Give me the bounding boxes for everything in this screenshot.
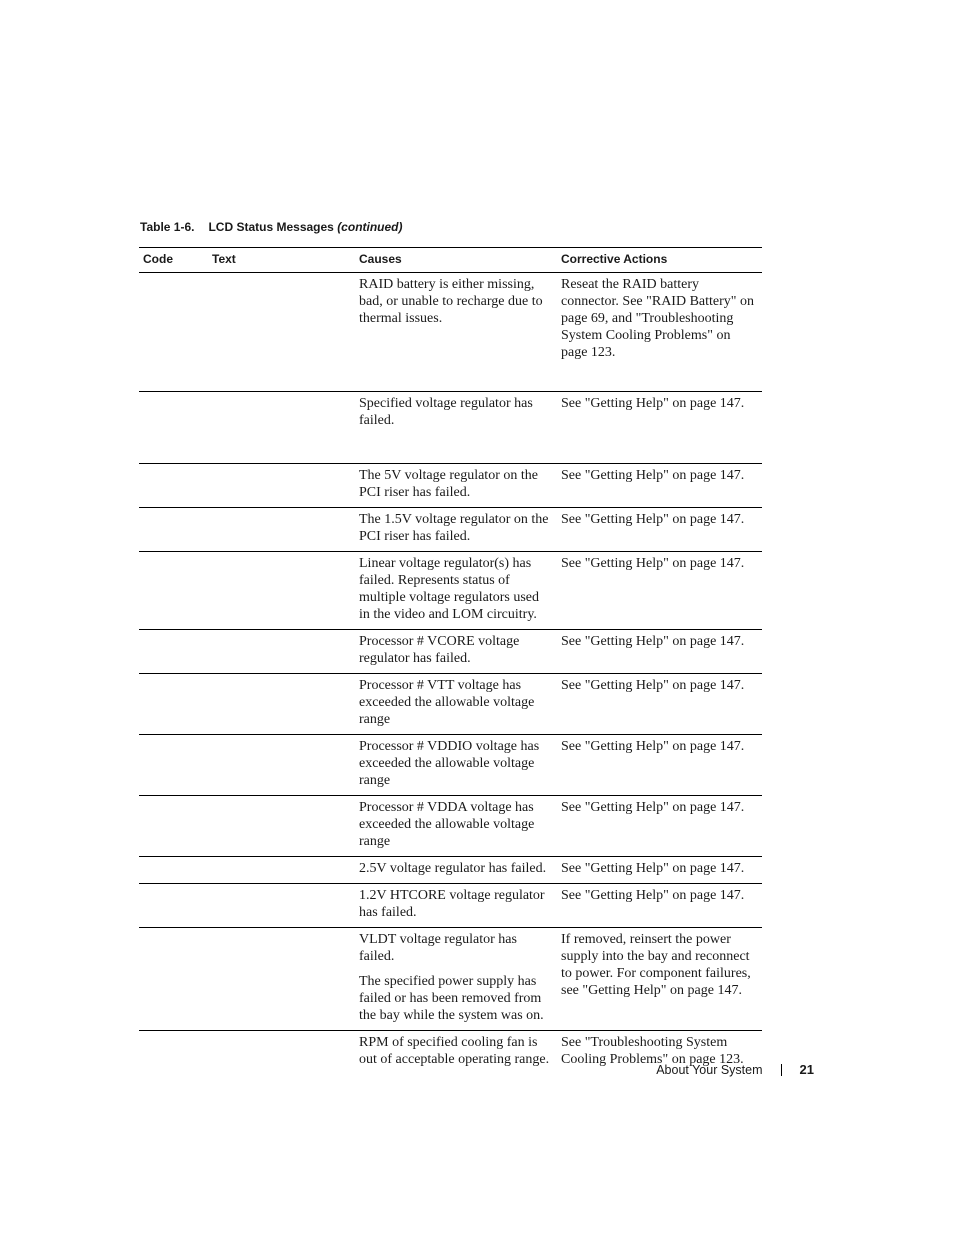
- cell-code: [139, 464, 208, 508]
- table-row: [139, 735, 762, 796]
- cell-causes: [355, 884, 557, 928]
- cause-text: Processor # VDDIO voltage has exceeded the allowable voltage range: [359, 739, 540, 788]
- cell-text: [208, 884, 355, 928]
- cell-text: [208, 552, 355, 630]
- cause-text: VLDT voltage regulator has failed.: [359, 932, 517, 964]
- table-row: [139, 857, 762, 884]
- cell-code: [139, 674, 208, 735]
- cause-text: RPM of specified cooling fan is out of acceptable operating range.: [359, 1035, 550, 1067]
- table-header-row: [139, 248, 762, 273]
- cell-causes: [355, 630, 557, 674]
- cell-text: [208, 928, 355, 1031]
- cause-text: Processor # VDDA voltage has exceeded the allowable voltage range: [359, 800, 535, 849]
- cause-text: The 5V voltage regulator on the PCI riser has failed.: [359, 468, 538, 500]
- cell-text: [208, 857, 355, 884]
- lcd-status-table: [139, 247, 762, 1074]
- cell-text: [208, 674, 355, 735]
- table-body: [139, 273, 762, 1075]
- cell-text: [208, 273, 355, 392]
- cell-causes: [355, 464, 557, 508]
- cell-corrective-action: See "Getting Help" on page 147.: [557, 508, 762, 552]
- cell-corrective-action: See "Getting Help" on page 147.: [557, 735, 762, 796]
- cell-corrective-action: See "Getting Help" on page 147.: [557, 884, 762, 928]
- cause-text: The specified power supply has failed or has been removed from the bay while the system was on.: [359, 974, 544, 1023]
- table-row: [139, 392, 762, 464]
- cause-text: 1.2V HTCORE voltage regulator has failed.: [359, 888, 545, 920]
- cell-causes: [355, 796, 557, 857]
- cell-causes: [355, 928, 557, 1031]
- cell-causes: [355, 674, 557, 735]
- cell-corrective-action: See "Getting Help" on page 147.: [557, 630, 762, 674]
- cell-code: [139, 884, 208, 928]
- cell-code: [139, 273, 208, 392]
- table-row: [139, 508, 762, 552]
- table-row: [139, 884, 762, 928]
- table-row: [139, 464, 762, 508]
- cell-text: [208, 392, 355, 464]
- header-code: Code: [139, 248, 208, 273]
- cell-causes: [355, 857, 557, 884]
- cell-code: [139, 630, 208, 674]
- cell-corrective-action: Reseat the RAID battery connector. See "RAID Battery" on page 69, and "Troubleshooting System Cooling Problems" on page 123.: [557, 273, 762, 392]
- page-number: 21: [799, 1062, 814, 1077]
- cell-code: [139, 928, 208, 1031]
- cause-text: Specified voltage regulator has failed.: [359, 396, 533, 428]
- cell-text: [208, 630, 355, 674]
- cell-corrective-action: See "Getting Help" on page 147.: [557, 464, 762, 508]
- cell-corrective-action: See "Getting Help" on page 147.: [557, 674, 762, 735]
- cause-text: RAID battery is either missing, bad, or unable to recharge due to thermal issues.: [359, 277, 543, 326]
- table-continued-note: (continued): [337, 220, 403, 234]
- cell-causes: [355, 735, 557, 796]
- cell-code: [139, 796, 208, 857]
- cell-code: [139, 508, 208, 552]
- table-number: Table 1-6.: [140, 220, 195, 234]
- cell-code: [139, 392, 208, 464]
- cell-code: [139, 1031, 208, 1075]
- cause-text: Linear voltage regulator(s) has failed. Represents status of multiple voltage regulators used in the video and LOM circuitry.: [359, 556, 540, 622]
- cell-code: [139, 857, 208, 884]
- cell-corrective-action: See "Getting Help" on page 147.: [557, 857, 762, 884]
- footer-separator: [781, 1064, 782, 1076]
- cell-corrective-action: See "Getting Help" on page 147.: [557, 796, 762, 857]
- cell-corrective-action: See "Troubleshooting System Cooling Problems" on page 123.: [561, 1035, 744, 1067]
- cause-text: Processor # VCORE voltage regulator has failed.: [359, 634, 520, 666]
- cause-text: 2.5V voltage regulator has failed.: [359, 861, 547, 876]
- table-row: [139, 630, 762, 674]
- table-title: LCD Status Messages: [208, 220, 334, 234]
- cell-causes: [355, 508, 557, 552]
- cell-corrective-action: See "Getting Help" on page 147.: [557, 552, 762, 630]
- cell-causes: [355, 552, 557, 630]
- cell-causes: [355, 273, 557, 392]
- cell-text: [208, 464, 355, 508]
- cell-text: [208, 508, 355, 552]
- table-row: [139, 552, 762, 630]
- table-row: [139, 928, 762, 1031]
- header-text: Text: [208, 248, 355, 273]
- header-causes: Causes: [355, 248, 557, 273]
- cell-text: [208, 796, 355, 857]
- cell-text: [208, 1031, 355, 1075]
- cell-code: [139, 735, 208, 796]
- footer-section-title: About Your System: [656, 1062, 763, 1077]
- cell-causes: [355, 1031, 557, 1075]
- table-row: [139, 273, 762, 392]
- page-footer: [656, 1062, 814, 1077]
- header-corrective-actions: Corrective Actions: [557, 248, 762, 273]
- table-row: [139, 796, 762, 857]
- table-caption: [140, 220, 403, 234]
- cell-text: [208, 735, 355, 796]
- cell-causes: [355, 392, 557, 464]
- cell-code: [139, 552, 208, 630]
- table-row: [139, 674, 762, 735]
- cause-text: Processor # VTT voltage has exceeded the allowable voltage range: [359, 678, 535, 727]
- cause-text: The 1.5V voltage regulator on the PCI riser has failed.: [359, 512, 549, 544]
- cell-corrective-action: See "Getting Help" on page 147.: [557, 392, 762, 464]
- cell-corrective-action: If removed, reinsert the power supply into the bay and reconnect to power. For component failures, see "Getting Help" on page 147.: [557, 928, 762, 1031]
